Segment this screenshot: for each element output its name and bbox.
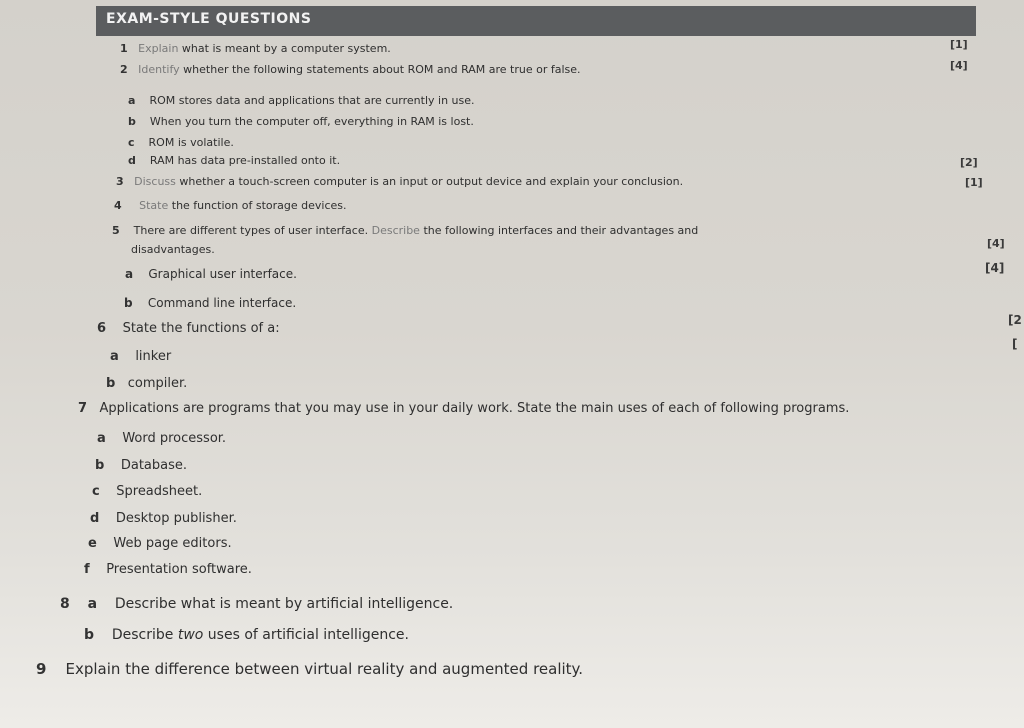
question-8b: b Describe two uses of artificial intelligence.	[84, 627, 409, 643]
question-8a: 8 a Describe what is meant by artificial intelligence.	[60, 596, 454, 612]
marks-q5: [4]	[987, 237, 1005, 250]
q7-part-d: d Desktop publisher.	[90, 511, 237, 526]
question-text: There are different types of user interface.	[133, 224, 372, 237]
question-6	[97, 322, 280, 335]
question-1	[120, 43, 391, 54]
q7-part-c: c Spreadsheet.	[92, 484, 203, 499]
header-bar	[96, 6, 976, 36]
question-5-line2: disadvantages.	[131, 243, 215, 256]
command-word: Describe	[371, 224, 420, 237]
command-word: Identify	[138, 63, 180, 76]
question-5	[112, 225, 698, 236]
marks-q6a: [	[1012, 337, 1018, 351]
q5-part-a: a Graphical user interface.	[125, 267, 297, 281]
q7-part-f: f Presentation software.	[84, 562, 252, 577]
q6-part-a: a linker	[110, 349, 172, 364]
question-number: 7	[78, 401, 88, 416]
question-3	[116, 176, 683, 187]
question-number: 8	[60, 596, 70, 612]
marks-q4: [1]	[965, 176, 983, 189]
question-text: whether a touch-screen computer is an input or output device and explain your conclusion.	[175, 175, 684, 188]
command-word: Discuss	[134, 175, 176, 188]
marks-q3: [2]	[960, 156, 978, 169]
q2-part-b: b When you turn the computer off, everything in RAM is lost.	[128, 115, 474, 128]
question-text: State the functions of a:	[122, 321, 280, 336]
marks-q1: [1]	[950, 38, 968, 51]
question-number: 9	[36, 660, 47, 678]
q6-part-b: b compiler.	[106, 376, 188, 391]
q5-part-b: b Command line interface.	[124, 296, 297, 310]
q7-part-e: e Web page editors.	[88, 536, 232, 551]
q7-part-a: a Word processor.	[97, 431, 227, 446]
question-number: 1	[120, 42, 128, 55]
question-7	[78, 402, 849, 415]
q7-part-b: b Database.	[95, 458, 188, 473]
question-4	[114, 200, 346, 211]
command-word: Explain	[138, 42, 179, 55]
question-text: Applications are programs that you may use in your daily work. State the main uses of each of following programs.	[99, 401, 850, 416]
q2-part-a: a ROM stores data and applications that are currently in use.	[128, 94, 475, 107]
question-text: Explain the difference between virtual reality and augmented reality.	[65, 660, 584, 678]
marks-q6: [2	[1008, 313, 1022, 327]
question-text: the function of storage devices.	[168, 199, 347, 212]
marks-q5a: [4]	[985, 261, 1005, 275]
question-text: whether the following statements about ROM and RAM are true or false.	[179, 63, 581, 76]
q2-part-d: d RAM has data pre-installed onto it.	[128, 154, 341, 167]
question-number: 2	[120, 63, 128, 76]
question-number: 6	[97, 321, 107, 336]
question-text-cont: the following interfaces and their advantages and	[419, 224, 699, 237]
command-word: State	[139, 199, 169, 212]
marks-q2: [4]	[950, 59, 968, 72]
question-2	[120, 64, 581, 75]
page-title: EXAM-STYLE QUESTIONS	[106, 11, 312, 27]
question-number: 3	[116, 175, 124, 188]
q2-part-c: c ROM is volatile.	[128, 136, 234, 149]
question-number: 5	[112, 224, 120, 237]
question-number: 4	[114, 199, 122, 212]
question-9	[36, 662, 583, 677]
question-text: what is meant by a computer system.	[178, 42, 391, 55]
